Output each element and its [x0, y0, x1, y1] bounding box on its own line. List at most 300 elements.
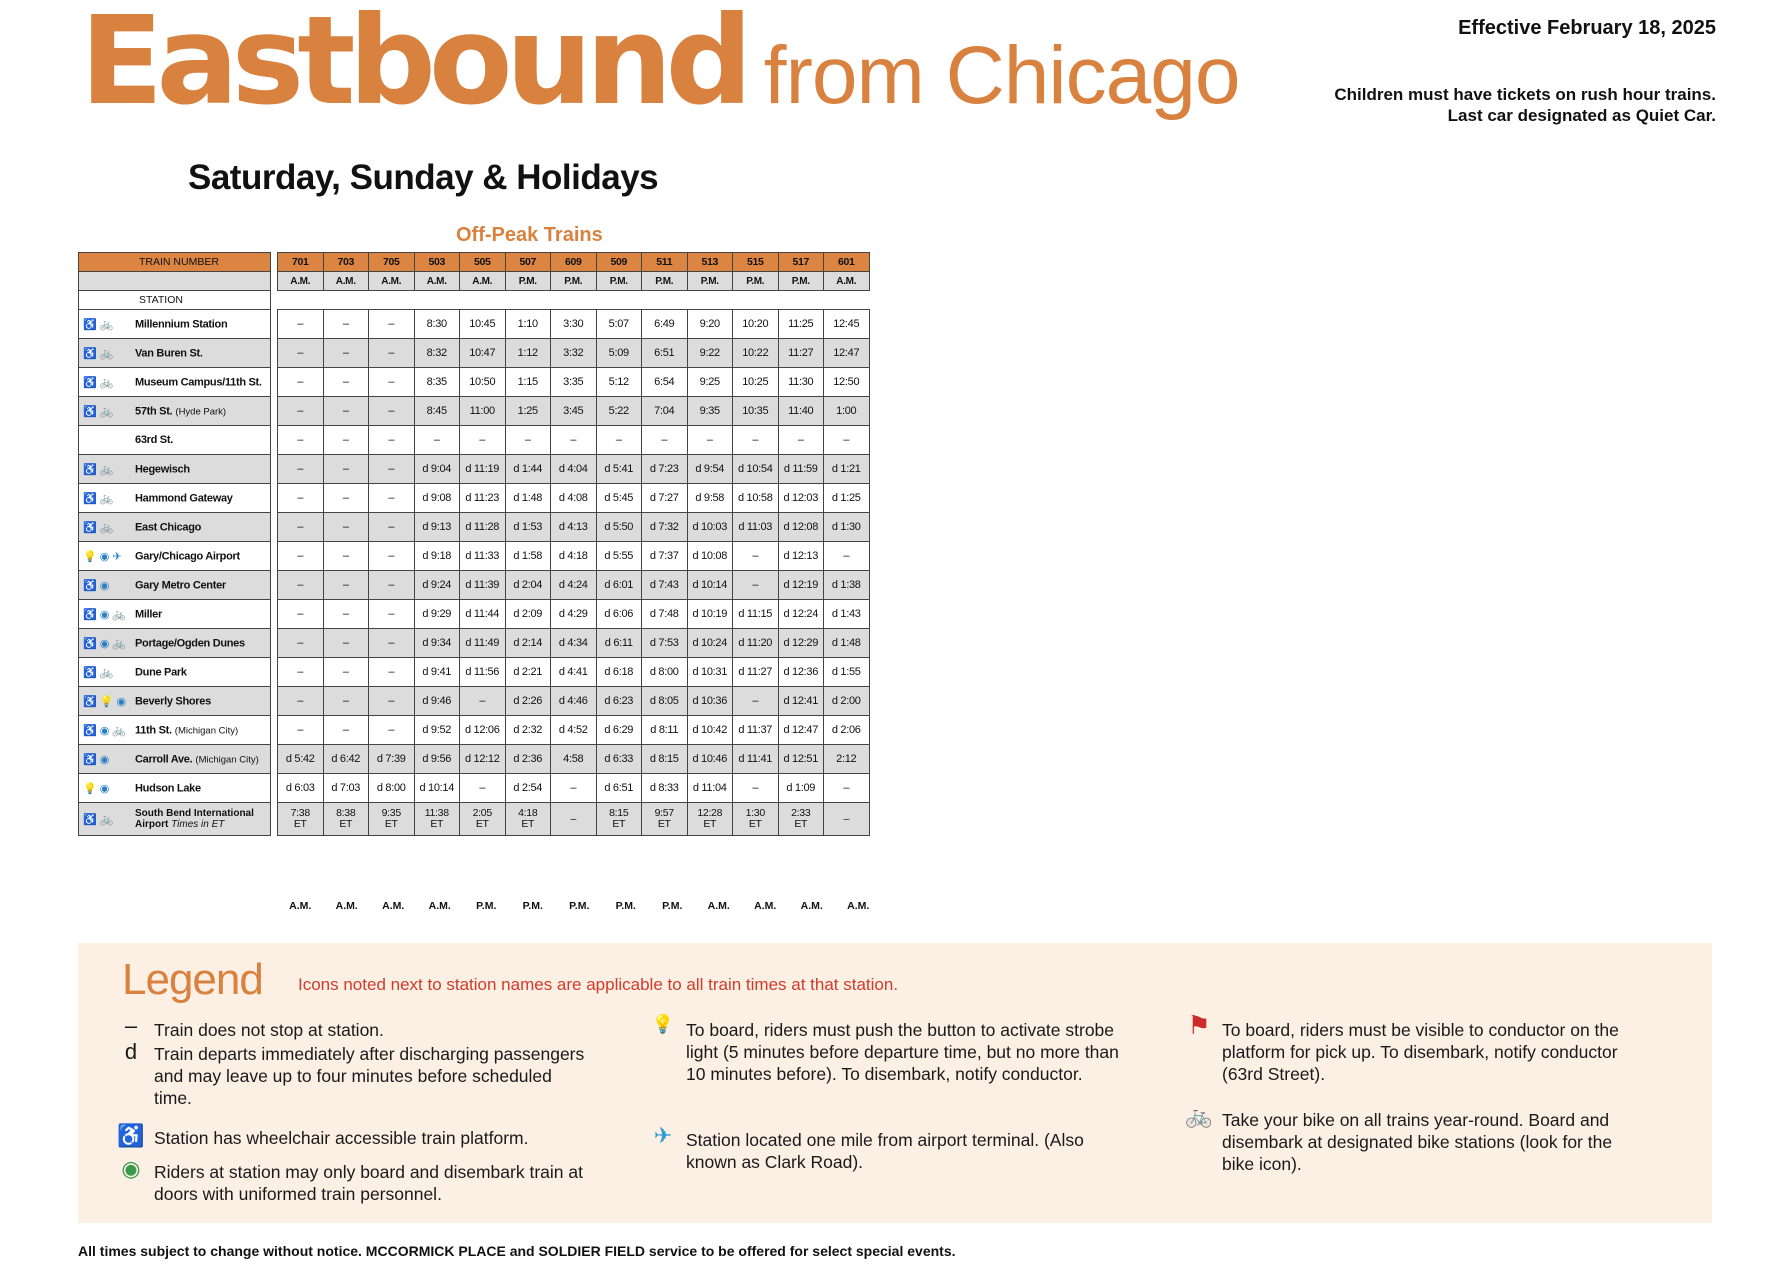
time-cell: 8:30	[414, 310, 460, 339]
station-cell	[79, 658, 271, 687]
time-zone: ET	[339, 818, 353, 830]
time-cell: d 11:41	[733, 745, 779, 774]
station-icons: ♿ 🚲	[83, 813, 114, 826]
time-cell: d 11:56	[460, 658, 506, 687]
time-cell: –	[369, 426, 415, 455]
train-period-cell: A.M.	[323, 272, 369, 291]
time-cell: –	[369, 310, 415, 339]
time-cell	[596, 803, 642, 836]
train-period-cell: P.M.	[551, 272, 597, 291]
station-icons: ♿ 🚲	[83, 492, 114, 505]
time-cell: –	[323, 484, 369, 513]
time-cell: d 2:36	[505, 745, 551, 774]
time-cell	[778, 803, 824, 836]
time-cell: 9:22	[687, 339, 733, 368]
time-cell: d 5:41	[596, 455, 642, 484]
time-cell: 11:30	[778, 368, 824, 397]
time-cell: d 12:03	[778, 484, 824, 513]
time-cell: d 11:44	[460, 600, 506, 629]
bottom-period-cell: A.M.	[428, 900, 451, 912]
station-cell	[79, 455, 271, 484]
time-cell: 5:22	[596, 397, 642, 426]
time-zone: ET	[612, 818, 626, 830]
station-name: Dune Park	[135, 666, 187, 678]
train-number-cell: 703	[323, 253, 369, 272]
time-cell: 9:25	[687, 368, 733, 397]
time-cell: d 2:04	[505, 571, 551, 600]
time-zone: ET	[657, 818, 671, 830]
bottom-period-cell: P.M.	[662, 900, 683, 912]
time-cell: –	[369, 484, 415, 513]
time-row	[278, 513, 870, 542]
time-cell: 10:45	[460, 310, 506, 339]
time-cell: d 1:43	[824, 600, 870, 629]
time-value: 9:35	[381, 807, 401, 819]
time-cell: d 6:11	[596, 629, 642, 658]
station-row	[79, 542, 271, 571]
time-row	[278, 339, 870, 368]
dash-icon: –	[124, 1013, 138, 1038]
time-cell: d 12:41	[778, 687, 824, 716]
time-cell: 11:40	[778, 397, 824, 426]
time-cell: d 11:23	[460, 484, 506, 513]
bottom-period-cell: P.M.	[615, 900, 636, 912]
time-cell: d 1:44	[505, 455, 551, 484]
time-cell: 8:45	[414, 397, 460, 426]
station-row	[79, 687, 271, 716]
station-name: Van Buren St.	[135, 347, 203, 359]
time-cell: 10:47	[460, 339, 506, 368]
time-cell: –	[278, 542, 324, 571]
train-period-cell: A.M.	[824, 272, 870, 291]
station-cell	[79, 629, 271, 658]
time-cell: –	[369, 658, 415, 687]
bottom-period-cell: P.M.	[569, 900, 590, 912]
time-row	[278, 600, 870, 629]
d-letter-icon: d	[124, 1039, 138, 1064]
time-cell: 10:22	[733, 339, 779, 368]
time-cell: –	[824, 426, 870, 455]
time-cell: d 9:56	[414, 745, 460, 774]
station-name: 57th St.	[135, 405, 173, 417]
time-cell: d 7:48	[642, 600, 688, 629]
effective-date: Effective February 18, 2025	[1458, 17, 1716, 39]
time-cell: 1:25	[505, 397, 551, 426]
station-icons: ♿ 💡 ◉	[83, 695, 127, 708]
time-cell: d 10:03	[687, 513, 733, 542]
title-from-chicago: from Chicago	[763, 30, 1240, 121]
time-cell: –	[824, 774, 870, 803]
time-value: 8:38	[336, 807, 356, 819]
time-cell: d 8:11	[642, 716, 688, 745]
time-cell: d 4:29	[551, 600, 597, 629]
train-period-cell: A.M.	[414, 272, 460, 291]
time-cell	[323, 803, 369, 836]
station-name: Hegewisch	[135, 463, 190, 475]
station-row	[79, 397, 271, 426]
time-cell: –	[323, 600, 369, 629]
time-cell: –	[278, 629, 324, 658]
train-number-cell: 609	[551, 253, 597, 272]
train-number-cell: 507	[505, 253, 551, 272]
station-cell	[79, 397, 271, 426]
time-row	[278, 484, 870, 513]
station-icons: ♿ 🚲	[83, 463, 114, 476]
station-name: Gary/Chicago Airport	[135, 550, 240, 562]
time-cell: d 8:00	[369, 774, 415, 803]
station-icons: ♿ ◉ 🚲	[83, 608, 127, 621]
time-cell: 6:51	[642, 339, 688, 368]
time-cell: –	[278, 513, 324, 542]
train-period-cell: P.M.	[778, 272, 824, 291]
station-name	[135, 808, 254, 830]
time-cell: 3:30	[551, 310, 597, 339]
station-row	[79, 513, 271, 542]
time-row	[278, 745, 870, 774]
station-name-line1: South Bend International	[135, 808, 254, 819]
time-cell: d 1:53	[505, 513, 551, 542]
time-cell: –	[323, 310, 369, 339]
time-cell: d 4:41	[551, 658, 597, 687]
time-cell: d 7:43	[642, 571, 688, 600]
station-cell	[79, 687, 271, 716]
bottom-period-cell: P.M.	[522, 900, 543, 912]
time-cell: d 12:13	[778, 542, 824, 571]
wheelchair-icon: ♿	[117, 1123, 145, 1148]
time-cell: –	[323, 571, 369, 600]
time-cell: d 6:23	[596, 687, 642, 716]
time-value: –	[570, 812, 577, 825]
time-cell: d 9:24	[414, 571, 460, 600]
train-number-cell: 515	[733, 253, 779, 272]
time-cell: d 9:04	[414, 455, 460, 484]
time-cell	[414, 803, 460, 836]
time-cell: –	[733, 426, 779, 455]
time-cell: d 7:27	[642, 484, 688, 513]
station-cell	[79, 571, 271, 600]
station-icons: ♿ ◉ 🚲	[83, 724, 127, 737]
time-cell: d 10:42	[687, 716, 733, 745]
train-period-cell: A.M.	[369, 272, 415, 291]
time-cell: –	[369, 397, 415, 426]
time-cell: d 2:32	[505, 716, 551, 745]
time-row-south-bend	[278, 803, 870, 836]
station-name: East Chicago	[135, 521, 202, 533]
time-cell: d 5:42	[278, 745, 324, 774]
time-cell: d 9:54	[687, 455, 733, 484]
time-cell: d 11:28	[460, 513, 506, 542]
time-cell: 10:25	[733, 368, 779, 397]
train-number-cell: 601	[824, 253, 870, 272]
time-cell: d 10:19	[687, 600, 733, 629]
station-subname: (Hyde Park)	[175, 405, 227, 417]
time-cell: d 6:06	[596, 600, 642, 629]
station-icons: ♿ ◉	[83, 579, 110, 592]
station-cell	[79, 426, 271, 455]
station-cell	[79, 339, 271, 368]
notice-text: Children must have tickets on rush hour trains. Last car designated as Quiet Car.	[1334, 85, 1716, 125]
station-cell	[79, 716, 271, 745]
time-cell	[733, 803, 779, 836]
time-cell: –	[369, 600, 415, 629]
time-cell: 7:04	[642, 397, 688, 426]
title-eastbound: Eastbound	[80, 0, 746, 132]
time-cell: d 5:45	[596, 484, 642, 513]
time-cell: d 9:08	[414, 484, 460, 513]
time-cell: d 9:52	[414, 716, 460, 745]
time-zone: ET	[430, 818, 444, 830]
time-cell: –	[278, 339, 324, 368]
time-cell: d 2:26	[505, 687, 551, 716]
time-cell: 5:07	[596, 310, 642, 339]
station-icons: ♿ 🚲	[83, 318, 114, 331]
time-cell: 3:45	[551, 397, 597, 426]
time-cell: d 2:09	[505, 600, 551, 629]
time-cell: –	[278, 397, 324, 426]
time-cell: –	[323, 455, 369, 484]
time-cell: d 1:58	[505, 542, 551, 571]
time-value: 2:33	[791, 807, 811, 819]
train-number-cell: 509	[596, 253, 642, 272]
station-cell	[79, 513, 271, 542]
station-cell	[79, 484, 271, 513]
time-row	[278, 542, 870, 571]
time-cell: d 7:32	[642, 513, 688, 542]
time-cell: d 7:03	[323, 774, 369, 803]
time-cell: –	[278, 571, 324, 600]
time-cell	[505, 803, 551, 836]
time-cell: d 11:04	[687, 774, 733, 803]
time-cell: d 11:33	[460, 542, 506, 571]
station-header-spacer	[778, 291, 824, 310]
time-cell: 2:12	[824, 745, 870, 774]
time-cell: d 1:30	[824, 513, 870, 542]
time-cell: d 12:47	[778, 716, 824, 745]
footer-note: All times subject to change without notice. MCCORMICK PLACE and SOLDIER FIELD service to be offered for select special events.	[78, 1243, 956, 1259]
station-row	[79, 571, 271, 600]
station-cell	[79, 600, 271, 629]
time-row	[278, 310, 870, 339]
station-row	[79, 629, 271, 658]
time-cell: 10:20	[733, 310, 779, 339]
time-cell: d 9:34	[414, 629, 460, 658]
time-cell: d 7:39	[369, 745, 415, 774]
station-name: 11th St.	[135, 724, 172, 736]
station-name: Gary Metro Center	[135, 579, 226, 591]
time-cell: d 4:46	[551, 687, 597, 716]
time-cell: d 2:21	[505, 658, 551, 687]
time-cell: d 2:54	[505, 774, 551, 803]
time-cell	[642, 803, 688, 836]
page-title	[80, 0, 1240, 132]
bottom-period-cell: A.M.	[754, 900, 777, 912]
train-period-cell: A.M.	[460, 272, 506, 291]
train-period-cell: A.M.	[278, 272, 324, 291]
times-table	[277, 252, 870, 836]
station-name-line2: Airport	[135, 819, 169, 830]
time-cell: –	[642, 426, 688, 455]
section-title: Off-Peak Trains	[456, 224, 603, 246]
time-cell: d 11:19	[460, 455, 506, 484]
time-value: 8:15	[609, 807, 629, 819]
time-cell: d 12:24	[778, 600, 824, 629]
time-cell: d 1:21	[824, 455, 870, 484]
time-cell: –	[369, 513, 415, 542]
time-cell: 1:10	[505, 310, 551, 339]
time-cell: d 10:58	[733, 484, 779, 513]
time-cell: 11:00	[460, 397, 506, 426]
time-cell: 11:25	[778, 310, 824, 339]
time-cell: d 9:29	[414, 600, 460, 629]
station-icons: ♿ ◉	[83, 753, 110, 766]
station-row	[79, 774, 271, 803]
time-cell: d 10:54	[733, 455, 779, 484]
time-cell: d 6:29	[596, 716, 642, 745]
time-cell: d 6:03	[278, 774, 324, 803]
legend-panel: Legend Icons noted next to station names are applicable to all train times at that station. – Train does not stop at station. d Train departs immediately after discharging passengers and may leave up to four minutes before scheduled time. ♿ Station has wheelchair accessible train platform. ◉ Riders at station may only board and disembark train at doors with uniformed train personnel. 💡 To board, riders must push the button to activate strobe light (5 minutes before departure time, but no more than 10 minutes before). To disembark, notify conductor. ✈ Station located one mile from airport terminal. (Also known as Clark Road). ⚑ To board, riders must be visible to conductor on the platform for pick up. To disembark, notify conductor (63rd Street). 🚲 Take your bike on all trains year-round. Board and disembark at designated bike stations (look for the bike icon).	[78, 943, 1712, 1223]
time-cell: –	[278, 310, 324, 339]
time-cell: –	[278, 484, 324, 513]
time-cell: –	[323, 368, 369, 397]
station-name: Museum Campus/11th St.	[135, 376, 262, 388]
time-value: –	[843, 812, 850, 825]
time-cell: –	[323, 542, 369, 571]
legend-note: Icons noted next to station names are applicable to all train times at that station.	[298, 975, 899, 994]
time-cell: –	[323, 716, 369, 745]
train-number-cell: 511	[642, 253, 688, 272]
time-zone: ET	[293, 818, 307, 830]
time-cell: d 1:38	[824, 571, 870, 600]
time-cell: d 1:48	[505, 484, 551, 513]
time-cell: 12:47	[824, 339, 870, 368]
time-value: 2:05	[472, 807, 492, 819]
time-cell: d 10:24	[687, 629, 733, 658]
time-value: 11:38	[424, 807, 449, 819]
train-number-label: TRAIN NUMBER	[79, 253, 271, 272]
time-cell: 5:12	[596, 368, 642, 397]
time-cell: –	[551, 426, 597, 455]
time-row	[278, 426, 870, 455]
train-period-cell: P.M.	[505, 272, 551, 291]
strobe-light-icon: 💡	[651, 1014, 675, 1034]
time-cell: d 2:14	[505, 629, 551, 658]
time-cell	[278, 803, 324, 836]
bottom-period-cell: A.M.	[335, 900, 358, 912]
time-cell: –	[824, 542, 870, 571]
time-cell: d 5:50	[596, 513, 642, 542]
time-cell: –	[369, 716, 415, 745]
time-cell: d 10:36	[687, 687, 733, 716]
time-cell: –	[278, 600, 324, 629]
time-value: 1:30	[745, 807, 765, 819]
station-row	[79, 658, 271, 687]
time-cell: d 8:33	[642, 774, 688, 803]
personnel-icon: ◉	[121, 1156, 141, 1181]
time-cell: d 4:04	[551, 455, 597, 484]
time-cell: –	[278, 455, 324, 484]
station-cell	[79, 803, 271, 836]
station-name: Carroll Ave.	[135, 753, 193, 765]
time-cell: –	[323, 658, 369, 687]
time-zone: ET	[475, 818, 489, 830]
time-cell: d 11:59	[778, 455, 824, 484]
time-row	[278, 687, 870, 716]
time-cell: 6:49	[642, 310, 688, 339]
time-cell: –	[323, 397, 369, 426]
time-cell: –	[733, 571, 779, 600]
time-cell: d 1:48	[824, 629, 870, 658]
time-cell: d 8:05	[642, 687, 688, 716]
train-number-cell: 705	[369, 253, 415, 272]
time-cell: d 6:51	[596, 774, 642, 803]
time-cell: –	[278, 426, 324, 455]
flag-icon: ⚑	[1187, 1010, 1211, 1040]
station-table	[78, 252, 271, 836]
station-row	[79, 455, 271, 484]
time-cell: –	[323, 426, 369, 455]
time-cell: 10:35	[733, 397, 779, 426]
station-name: Portage/Ogden Dunes	[135, 637, 245, 649]
station-row	[79, 426, 271, 455]
train-number-cell: 517	[778, 253, 824, 272]
station-header-spacer	[323, 291, 369, 310]
time-row	[278, 629, 870, 658]
time-cell: d 11:39	[460, 571, 506, 600]
time-zone: ET	[521, 818, 535, 830]
station-row	[79, 716, 271, 745]
train-number-cell: 701	[278, 253, 324, 272]
time-cell: –	[733, 687, 779, 716]
station-name: Hudson Lake	[135, 782, 201, 794]
time-cell: –	[323, 339, 369, 368]
bike-icon: 🚲	[1185, 1103, 1213, 1128]
bottom-period-cell: A.M.	[800, 900, 823, 912]
time-cell: d 11:20	[733, 629, 779, 658]
time-cell: –	[278, 658, 324, 687]
train-number-cell: 505	[460, 253, 506, 272]
train-number-cell: 513	[687, 253, 733, 272]
time-cell: d 11:49	[460, 629, 506, 658]
period-label-spacer	[79, 272, 271, 291]
station-row	[79, 600, 271, 629]
time-row	[278, 716, 870, 745]
time-cell: 1:12	[505, 339, 551, 368]
time-zone: ET	[703, 818, 717, 830]
time-zone: ET	[384, 818, 398, 830]
time-cell: d 9:58	[687, 484, 733, 513]
time-cell: 3:32	[551, 339, 597, 368]
time-row	[278, 368, 870, 397]
station-name-note: Times in ET	[171, 819, 225, 830]
time-cell: d 10:46	[687, 745, 733, 774]
time-cell: 12:50	[824, 368, 870, 397]
time-cell: d 4:18	[551, 542, 597, 571]
time-row	[278, 455, 870, 484]
time-cell: d 9:13	[414, 513, 460, 542]
bottom-period-cell: P.M.	[476, 900, 497, 912]
time-cell: 10:50	[460, 368, 506, 397]
time-cell: 5:09	[596, 339, 642, 368]
train-period-cell: P.M.	[687, 272, 733, 291]
station-row	[79, 368, 271, 397]
time-cell: –	[414, 426, 460, 455]
station-header-spacer	[369, 291, 415, 310]
time-cell: –	[369, 629, 415, 658]
station-cell	[79, 368, 271, 397]
time-cell: –	[369, 455, 415, 484]
time-cell: 11:27	[778, 339, 824, 368]
time-cell: 3:35	[551, 368, 597, 397]
